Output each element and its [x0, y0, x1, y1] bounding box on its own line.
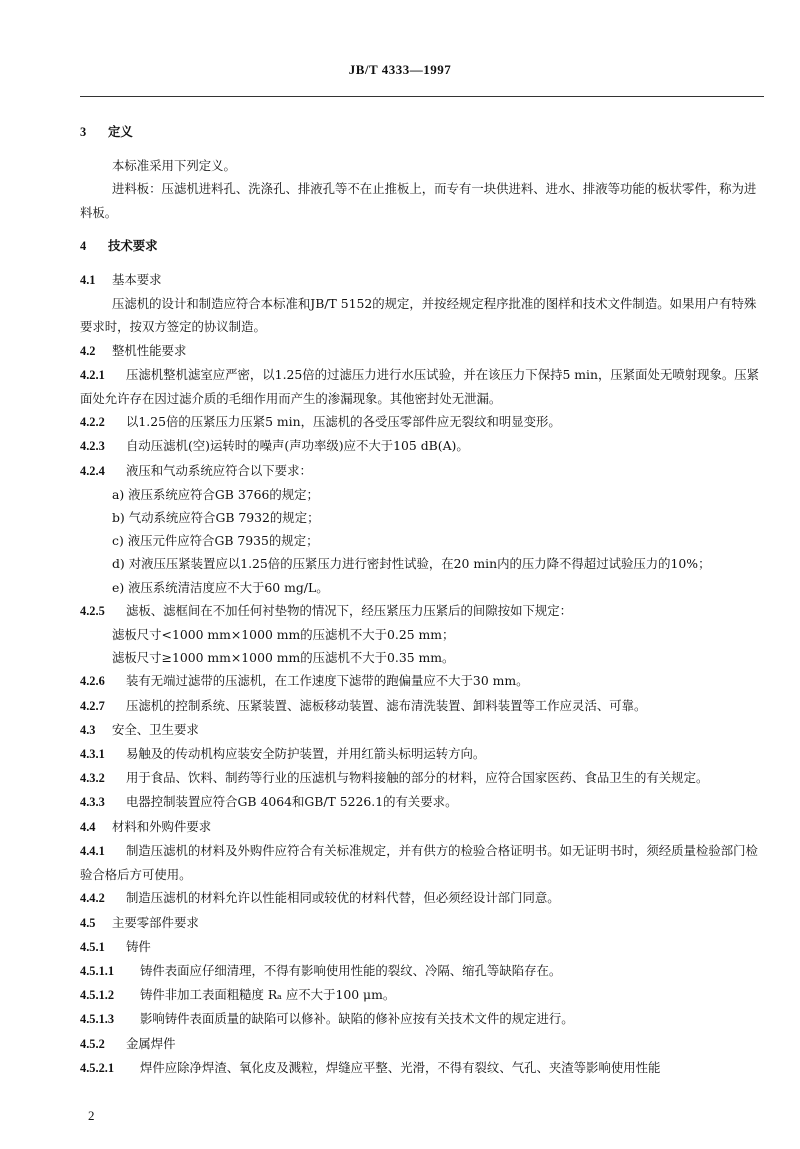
- section-title: 技术要求: [108, 237, 158, 253]
- clause-number: 4.3.3: [80, 795, 105, 810]
- clause-text: 压滤机整机滤室应严密，以1.25倍的过滤压力进行水压试验，并在该压力下保持5 min，压紧面处无喷射现象。压紧面处允许存在因过滤介质的毛细作用而产生的渗漏现象。其他密封处无泄漏。: [80, 366, 760, 407]
- clause-number: 4.2.5: [80, 603, 105, 618]
- clause-text: 以1.25倍的压紧压力压紧5 min，压滤机的各受压零部件应无裂纹和明显变形。: [126, 414, 561, 430]
- clause-title: 安全、卫生要求: [112, 721, 199, 737]
- paragraph: 压滤机的设计和制造应符合本标准和JB/T 5152的规定，并按经规定程序批准的图样和技术文件制造。如果用户有特殊要求时，按双方签定的协议制造。: [80, 296, 757, 335]
- clause-number: 4.5.2.1: [80, 1060, 115, 1075]
- clause-number: 4.2.6: [80, 674, 105, 689]
- clause-number: 4.2.3: [80, 439, 105, 454]
- clause-text: 压滤机的控制系统、压紧装置、滤板移动装置、滤布清洗装置、卸料装置等工作应灵活、可靠。: [126, 697, 647, 713]
- clause-number: 4.2.1: [80, 367, 105, 382]
- clause-paragraph: [80, 886, 764, 910]
- clause-paragraph: [80, 363, 764, 410]
- list-item: 滤板尺寸<1000 mm×1000 mm的压滤机不大于0.25 mm；: [112, 627, 455, 643]
- clause-number: 4.5.1.1: [80, 963, 115, 978]
- clause-paragraph: [80, 742, 764, 766]
- clause-paragraph: [80, 669, 764, 693]
- clause-title: 铸件: [126, 938, 151, 954]
- paragraph: 本标准采用下列定义。: [112, 158, 236, 174]
- clause-title: 主要零部件要求: [112, 914, 199, 930]
- clause-heading: [80, 718, 764, 742]
- clause-text: 影响铸件表面质量的缺陷可以修补。缺陷的修补应按有关技术文件的规定进行。: [140, 1011, 574, 1027]
- clause-paragraph: [80, 1056, 764, 1080]
- document-header: JB/T 4333—1997: [348, 62, 452, 77]
- clause-text: 制造压滤机的材料允许以性能相同或较优的材料代替，但必须经设计部门同意。: [126, 890, 560, 906]
- clause-text: 铸件非加工表面粗糙度 Rₐ 应不大于100 μm。: [140, 987, 396, 1003]
- section-number: 3: [80, 125, 87, 139]
- clause-number: 4.5.1.3: [80, 1012, 115, 1027]
- clause-text: 电器控制装置应符合GB 4064和GB/T 5226.1的有关要求。: [126, 794, 458, 810]
- definition-paragraph: 进料板：压滤机进料孔、洗涤孔、排液孔等不在止推板上，而专有一块供进料、进水、排液等功能的板状零件，称为进料板。: [80, 181, 757, 220]
- clause-number: 4.2.2: [80, 415, 105, 430]
- clause-heading: [80, 339, 764, 363]
- clause-text: 液压和气动系统应符合以下要求：: [126, 462, 312, 478]
- clause-title: 整机性能要求: [112, 342, 187, 358]
- clause-title: 材料和外购件要求: [112, 818, 212, 834]
- clause-paragraph: [80, 983, 764, 1007]
- clause-paragraph: [80, 459, 764, 483]
- list-item: 滤板尺寸≥1000 mm×1000 mm的压滤机不大于0.35 mm。: [112, 650, 455, 666]
- clause-number: 4.2.7: [80, 698, 105, 713]
- section-title: 定义: [108, 124, 133, 139]
- clause-text: 装有无端过滤带的压滤机，在工作速度下滤带的跑偏量应不大于30 mm。: [126, 673, 529, 689]
- clause-text: 易触及的传动机构应装安全防护装置，并用红箭头标明运转方向。: [126, 746, 486, 762]
- clause-number: 4.5.1.2: [80, 988, 115, 1003]
- page-number: 2: [88, 1108, 95, 1123]
- list-item: e) 液压系统清洁度应不大于60 mg/L。: [112, 579, 329, 595]
- section-number: 4: [80, 238, 87, 253]
- clause-paragraph: [80, 766, 764, 790]
- clause-paragraph: [80, 434, 764, 458]
- clause-number: 4.3.2: [80, 771, 105, 786]
- clause-paragraph: [80, 1007, 764, 1031]
- section-3-heading: [80, 120, 764, 144]
- clause-heading: [80, 935, 764, 959]
- clause-number: 4.5.2: [80, 1036, 105, 1051]
- section-4-heading: [80, 234, 764, 258]
- clause-heading: [80, 1032, 764, 1056]
- clause-number: 4.1: [80, 273, 96, 288]
- clause-title: 基本要求: [112, 272, 162, 288]
- clause-text: 铸件表面应仔细清理，不得有影响使用性能的裂纹、冷隔、缩孔等缺陷存在。: [140, 962, 562, 978]
- clause-text: 自动压滤机(空)运转时的噪声(声功率级)应不大于105 dB(A)。: [126, 438, 469, 454]
- clause-text: 滤板、滤框间在不加任何衬垫物的情况下，经压紧压力压紧后的间隙按如下规定：: [126, 602, 573, 618]
- list-item: a) 液压系统应符合GB 3766的规定；: [112, 486, 319, 502]
- clause-heading: [80, 815, 764, 839]
- list-item: c) 液压元件应符合GB 7935的规定；: [112, 533, 319, 549]
- clause-number: 4.3.1: [80, 747, 105, 762]
- clause-paragraph: [80, 410, 764, 434]
- clause-heading: [80, 911, 764, 935]
- clause-heading: [80, 268, 764, 292]
- list-item: b) 气动系统应符合GB 7932的规定；: [112, 510, 320, 526]
- clause-paragraph: [80, 959, 764, 983]
- clause-text: 焊件应除净焊渣、氧化皮及溅粒，焊缝应平整、光滑，不得有裂纹、气孔、夹渣等影响使用性能: [140, 1059, 661, 1075]
- clause-number: 4.4: [80, 819, 96, 834]
- clause-number: 4.5.1: [80, 939, 105, 954]
- clause-text: 制造压滤机的材料及外购件应符合有关标准规定，并有供方的检验合格证明书。如无证明书时，须经质量检验部门检验合格后方可使用。: [80, 842, 758, 883]
- clause-number: 4.2.4: [80, 463, 105, 478]
- document-body: [80, 120, 764, 1080]
- clause-number: 4.2: [80, 343, 96, 358]
- clause-text: 用于食品、饮料、制药等行业的压滤机与物料接触的部分的材料，应符合国家医药、食品卫生的有关规定。: [126, 770, 709, 786]
- clause-paragraph: [80, 839, 764, 886]
- clause-number: 4.3: [80, 722, 96, 737]
- clause-paragraph: [80, 694, 764, 718]
- clause-paragraph: [80, 599, 764, 623]
- clause-paragraph: [80, 790, 764, 814]
- header-rule: [80, 96, 764, 97]
- clause-number: 4.4.2: [80, 891, 105, 906]
- list-item: d) 对液压压紧装置应以1.25倍的压紧压力进行密封性试验，在20 min内的压力降不得超过试验压力的10%；: [112, 556, 711, 572]
- clause-number: 4.5: [80, 915, 96, 930]
- clause-number: 4.4.1: [80, 843, 105, 858]
- clause-title: 金属焊件: [126, 1035, 176, 1051]
